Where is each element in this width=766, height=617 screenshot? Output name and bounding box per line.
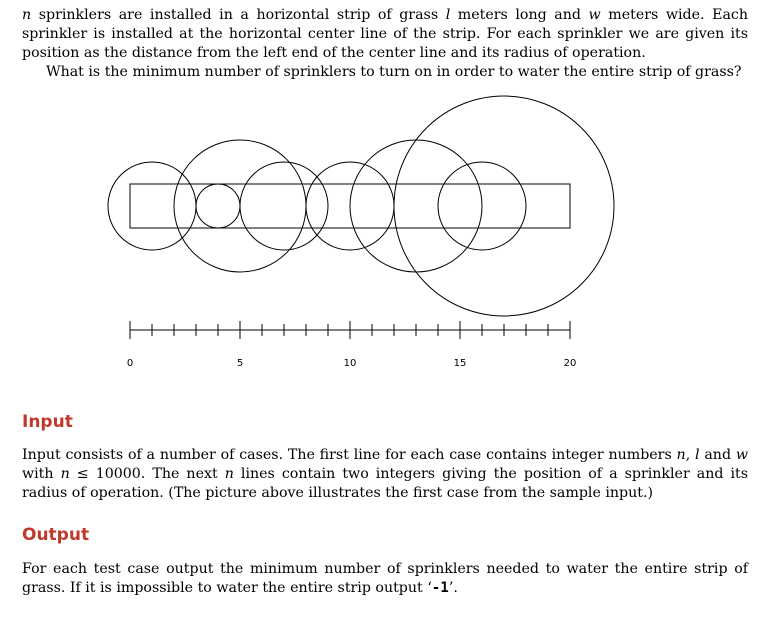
ruler-label: 20 (563, 358, 577, 369)
input-heading: Input (22, 412, 73, 432)
ruler-label: 10 (343, 358, 357, 369)
ruler-labels (127, 358, 577, 369)
sprinkler-circle (350, 140, 482, 272)
output-description: For each test case output the minimum number of sprinklers needed to water the entire strip of grass. If it is impossible to water the entire strip output ‘-1’. (22, 561, 748, 596)
sprinkler-circle (306, 162, 394, 250)
problem-description: n sprinklers are installed in a horizontal strip of grass l meters long and w meters wide. Each sprinkler is installed at the horizontal center line of the strip. For each sprinkler we are given its position as the distance from the left end of the center line and its radius of operation. (22, 7, 749, 61)
sprinkler-circles (108, 96, 614, 316)
sprinkler-circle (438, 162, 526, 250)
ruler-label: 0 (126, 358, 134, 369)
sprinkler-circle (196, 184, 240, 228)
sprinkler-circle (108, 162, 196, 250)
ruler (130, 321, 570, 339)
sprinkler-circle (174, 140, 306, 272)
sprinkler-circle (240, 162, 328, 250)
output-heading: Output (22, 525, 90, 545)
grass-strip (130, 184, 570, 228)
input-description: Input consists of a number of cases. The first line for each case contains integer numbers n, l and w with n ≤ 10000. The next n lines contain two integers giving the position of a sprinkler and its radius of operation. (The picture above illustrates the first case from the sample input.) (22, 447, 749, 501)
sprinkler-circle (394, 96, 614, 316)
problem-question: What is the minimum number of sprinklers to turn on in order to water the entire strip of grass? (46, 64, 742, 80)
ruler-label: 5 (236, 358, 244, 369)
ruler-label: 15 (453, 358, 467, 369)
